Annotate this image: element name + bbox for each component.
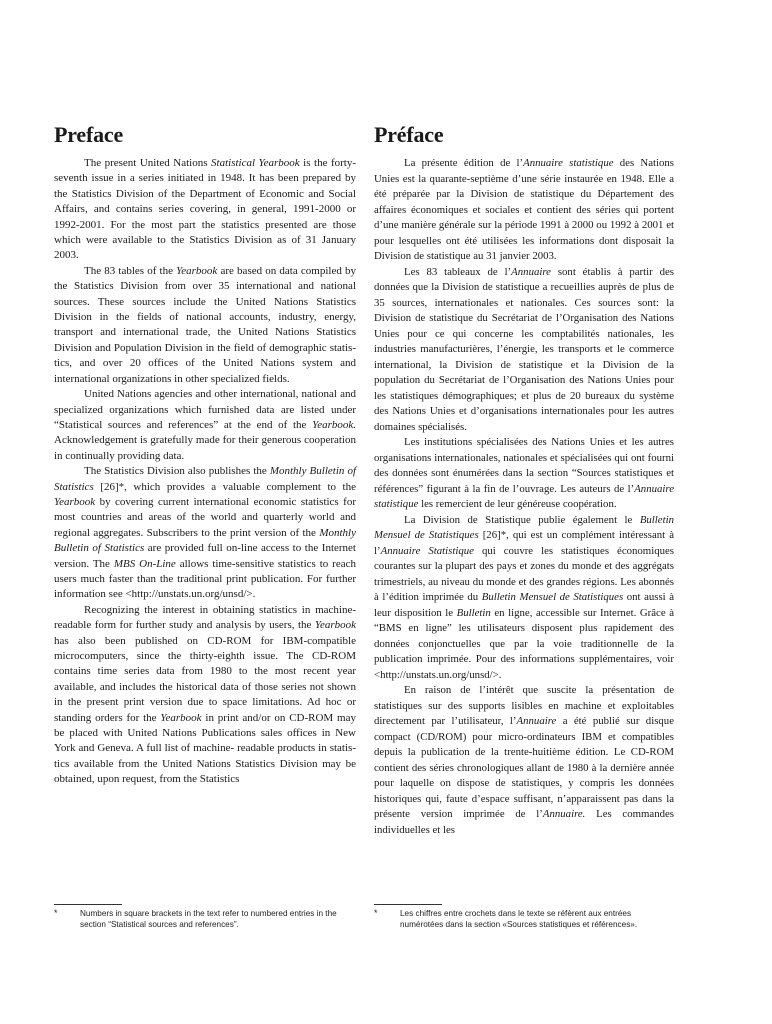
italic-run: MBS On-Line	[113, 557, 176, 570]
italic-run: Bulletin Mensuel de Statistiques	[374, 513, 674, 541]
footnote-text: Numbers in square brackets in the text refer to numbered entries in the section “Statistical sources and references”.	[80, 909, 337, 929]
italic-run: Bulletin	[456, 606, 491, 619]
french-title: Préface	[374, 122, 444, 147]
text-run: [26]*, qui est un complément intéressant à l’	[374, 529, 674, 557]
text-run: Recognizing the interest in obtaining statistics in machine-readable form for further study and analysis by users, the	[54, 603, 356, 632]
french-paragraph	[374, 513, 674, 684]
text-run: by covering current international economic statistics for most countries and areas of the world and quarterly world and regional aggregates. Subscribers to the print version of the	[54, 495, 356, 539]
english-body	[54, 156, 356, 788]
text-run: allows time-sensitive statistics to reach users much faster than the traditional print publication. For further information see <http://unstats.un.org/unsd/>.	[54, 557, 356, 601]
text-run: Les commandes individuelles et les	[374, 808, 674, 836]
english-paragraph	[54, 156, 356, 264]
italic-run: Yearbook	[314, 619, 356, 632]
italic-run: Yearbook	[176, 264, 218, 277]
italic-run: Bulletin Mensuel de Statistiques	[481, 591, 624, 603]
text-run: The 83 tables of the	[84, 264, 177, 277]
text-run: a été publié sur disque compact (CD/ROM) pour micro-ordinateurs IBM et compatibles depuis la publication de la trente-huitième édition. Le CD-ROM contient des séries chronologiques allant de 1980 à la dernière année pour laquelle on dispose de statistiques, y compris les données historiques qui, faute d’espace suffisant, n’apparaissent pas dans la présente version imprimée de l’	[374, 715, 674, 820]
text-run: qui couvre les statistiques économiques courantes sur la plupart des pays et zones du monde et des aggrégats trimestriels, au niveau du monde et des grandes régions. Les abonnés à l’édition imprimée du	[374, 544, 674, 603]
italic-run: Monthly Bulletin of Statistics	[54, 465, 356, 493]
italic-run: Yearbook.	[312, 418, 356, 431]
text-run: has also been published on CD-ROM for IBM-compatible microcomputers, since the thirty-eighth issue. The CD-ROM contains time series data from 1980 to the most recent year available, and includes the historical data of those series not shown in the present print version due to space limitations. Ad hoc or standing orders for the	[54, 634, 356, 724]
french-footnote	[374, 904, 674, 930]
italic-run: Annuaire	[516, 715, 557, 727]
italic-run: Annuaire.	[542, 808, 586, 820]
footnote-marker: *	[54, 908, 58, 918]
text-run: The Statistics Division also publishes the	[84, 465, 270, 478]
italic-run: Annuaire	[511, 265, 551, 278]
english-column	[54, 122, 356, 788]
text-run: en ligne, accessible sur Internet. Grâce à “BMS en ligne” les utilisateurs disposent plus rapidement des données conjonctuelles que par la voie traditionnelle de la publication imprimée. Pour des informations supplémentaires, voir <http://unstats.un.org/unsd/>.	[374, 606, 674, 681]
text-run: are provided full on-line access to the Internet version. The	[54, 542, 356, 570]
text-run: les remercient de leur généreuse coopération.	[418, 498, 617, 510]
text-run: La Division de Statistique publie également le	[404, 513, 640, 526]
text-run: are based on data compiled by the Statistics Division from over 35 international and national sources. These sources include the United Nations Statistics Division in the fields of national accounts, industry, energy, transport and international trade, the United Nations Statistics Division and Population Division in the field of demographic statistics, and over 20 offices of the United Nations system and international organizations in other specialized fields.	[54, 264, 356, 385]
footnote-marker: *	[374, 908, 378, 918]
french-paragraph	[374, 683, 674, 838]
italic-run: Yearbook	[54, 495, 96, 508]
text-run: La présente édition de l’	[404, 157, 524, 169]
text-run: Les institutions spécialisées des Nations Unies et les autres organisations internationales, nationales et spécialisées qui ont fourni des données sont énumérées dans la section “Sources statistiques et références” figurant à la fin de l’ouvrage. Les auteurs de l’	[374, 436, 674, 495]
french-paragraph	[374, 156, 674, 265]
english-footnote	[54, 904, 354, 930]
text-run: sont établis à partir des données que la Division de statistique a recueillies auprès de plus de 35 sources, internationales et nationales. Ces sources sont: la Division de statistique du Secrétariat de l’Organisation des Nations Unies pour ce qui concerne les comptabilités nationales, les industries manufacturières, l’énergie, les transports et le commerce international, la Division de statistique et la Division de la population du Secrétariat de l’Organisation des Nations Unies pour les statistiques démographiques; et plus de 20 bureaux du système des Nations Unies et d’organisations internationales pour les autres domaines spécialisés.	[374, 265, 674, 433]
french-paragraph	[374, 435, 674, 513]
text-run: des Nations Unies est la quarante-septième d’une série instaurée en 1948. Elle a été préparée par la Division de statistique du Département des affaires économiques et sociales et contient des séries qui portent d’une manière générale sur la période 1991 à 2000 ou 1992 à 2001 et pour lesquelles ont été utilisées les informations dont disposait la Division de statistique au 31 janvier 2003.	[374, 157, 674, 262]
english-paragraph	[54, 264, 356, 387]
text-run: En raison de l’intérêt que suscite la présentation de statistiques sur des supports lisibles en machine et exploitables directement par l’utilisateur, l’	[374, 684, 674, 727]
text-run: Acknowledgement is gratefully made for their generous cooperation in continually providing data.	[54, 434, 356, 462]
italic-run: Annuaire statistique	[523, 157, 614, 169]
italic-run: Statistical Yearbook	[211, 157, 300, 169]
italic-run: Annuaire statistique	[374, 482, 674, 510]
text-run: United Nations agencies and other international, national and specialized organizations which furnished data are listed under “Statistical sources and references” at the end of the	[54, 388, 356, 431]
english-title: Preface	[54, 122, 124, 147]
english-paragraph	[54, 387, 356, 464]
french-paragraph	[374, 265, 674, 436]
text-run: is the forty-seventh issue in a series initiated in 1948. It has been prepared by the Statistics Division of the Department of Economic and Social Affairs, and contains series covering, in general, 1991-2000 or 1992-2001. For the most part the statistics presented are those which were available to the Statistics Division as of 31 January 2003.	[54, 157, 357, 262]
text-run: ont aussi à leur disposition le	[374, 591, 675, 619]
text-run: in print and/or on CD-ROM may be placed with United Nations Publications sales offices in New York and Geneva. A full list of machine- readable products in statistics available from the United Nations Statistics Division may be obtained, upon request, from the Statistics	[54, 711, 356, 786]
italic-run: Yearbook	[160, 711, 202, 724]
italic-run: Monthly Bulletin of Statistics	[54, 526, 356, 555]
footnote-rule	[374, 904, 442, 905]
italic-run: Annuaire Statistique	[380, 544, 474, 557]
french-body	[374, 156, 674, 838]
english-paragraph	[54, 603, 356, 788]
footnote-rule	[54, 904, 122, 905]
text-run: The present United Nations	[84, 157, 212, 169]
english-paragraph	[54, 464, 356, 603]
french-column	[374, 122, 674, 838]
text-run: [26]*, which provides a valuable complement to the	[93, 480, 356, 493]
footnote-text: Les chiffres entre crochets dans le texte se réfèrent aux entrées numérotées dans la section «Sources statistiques et références».	[400, 909, 638, 929]
text-run: Les 83 tableaux de l’	[404, 265, 512, 278]
